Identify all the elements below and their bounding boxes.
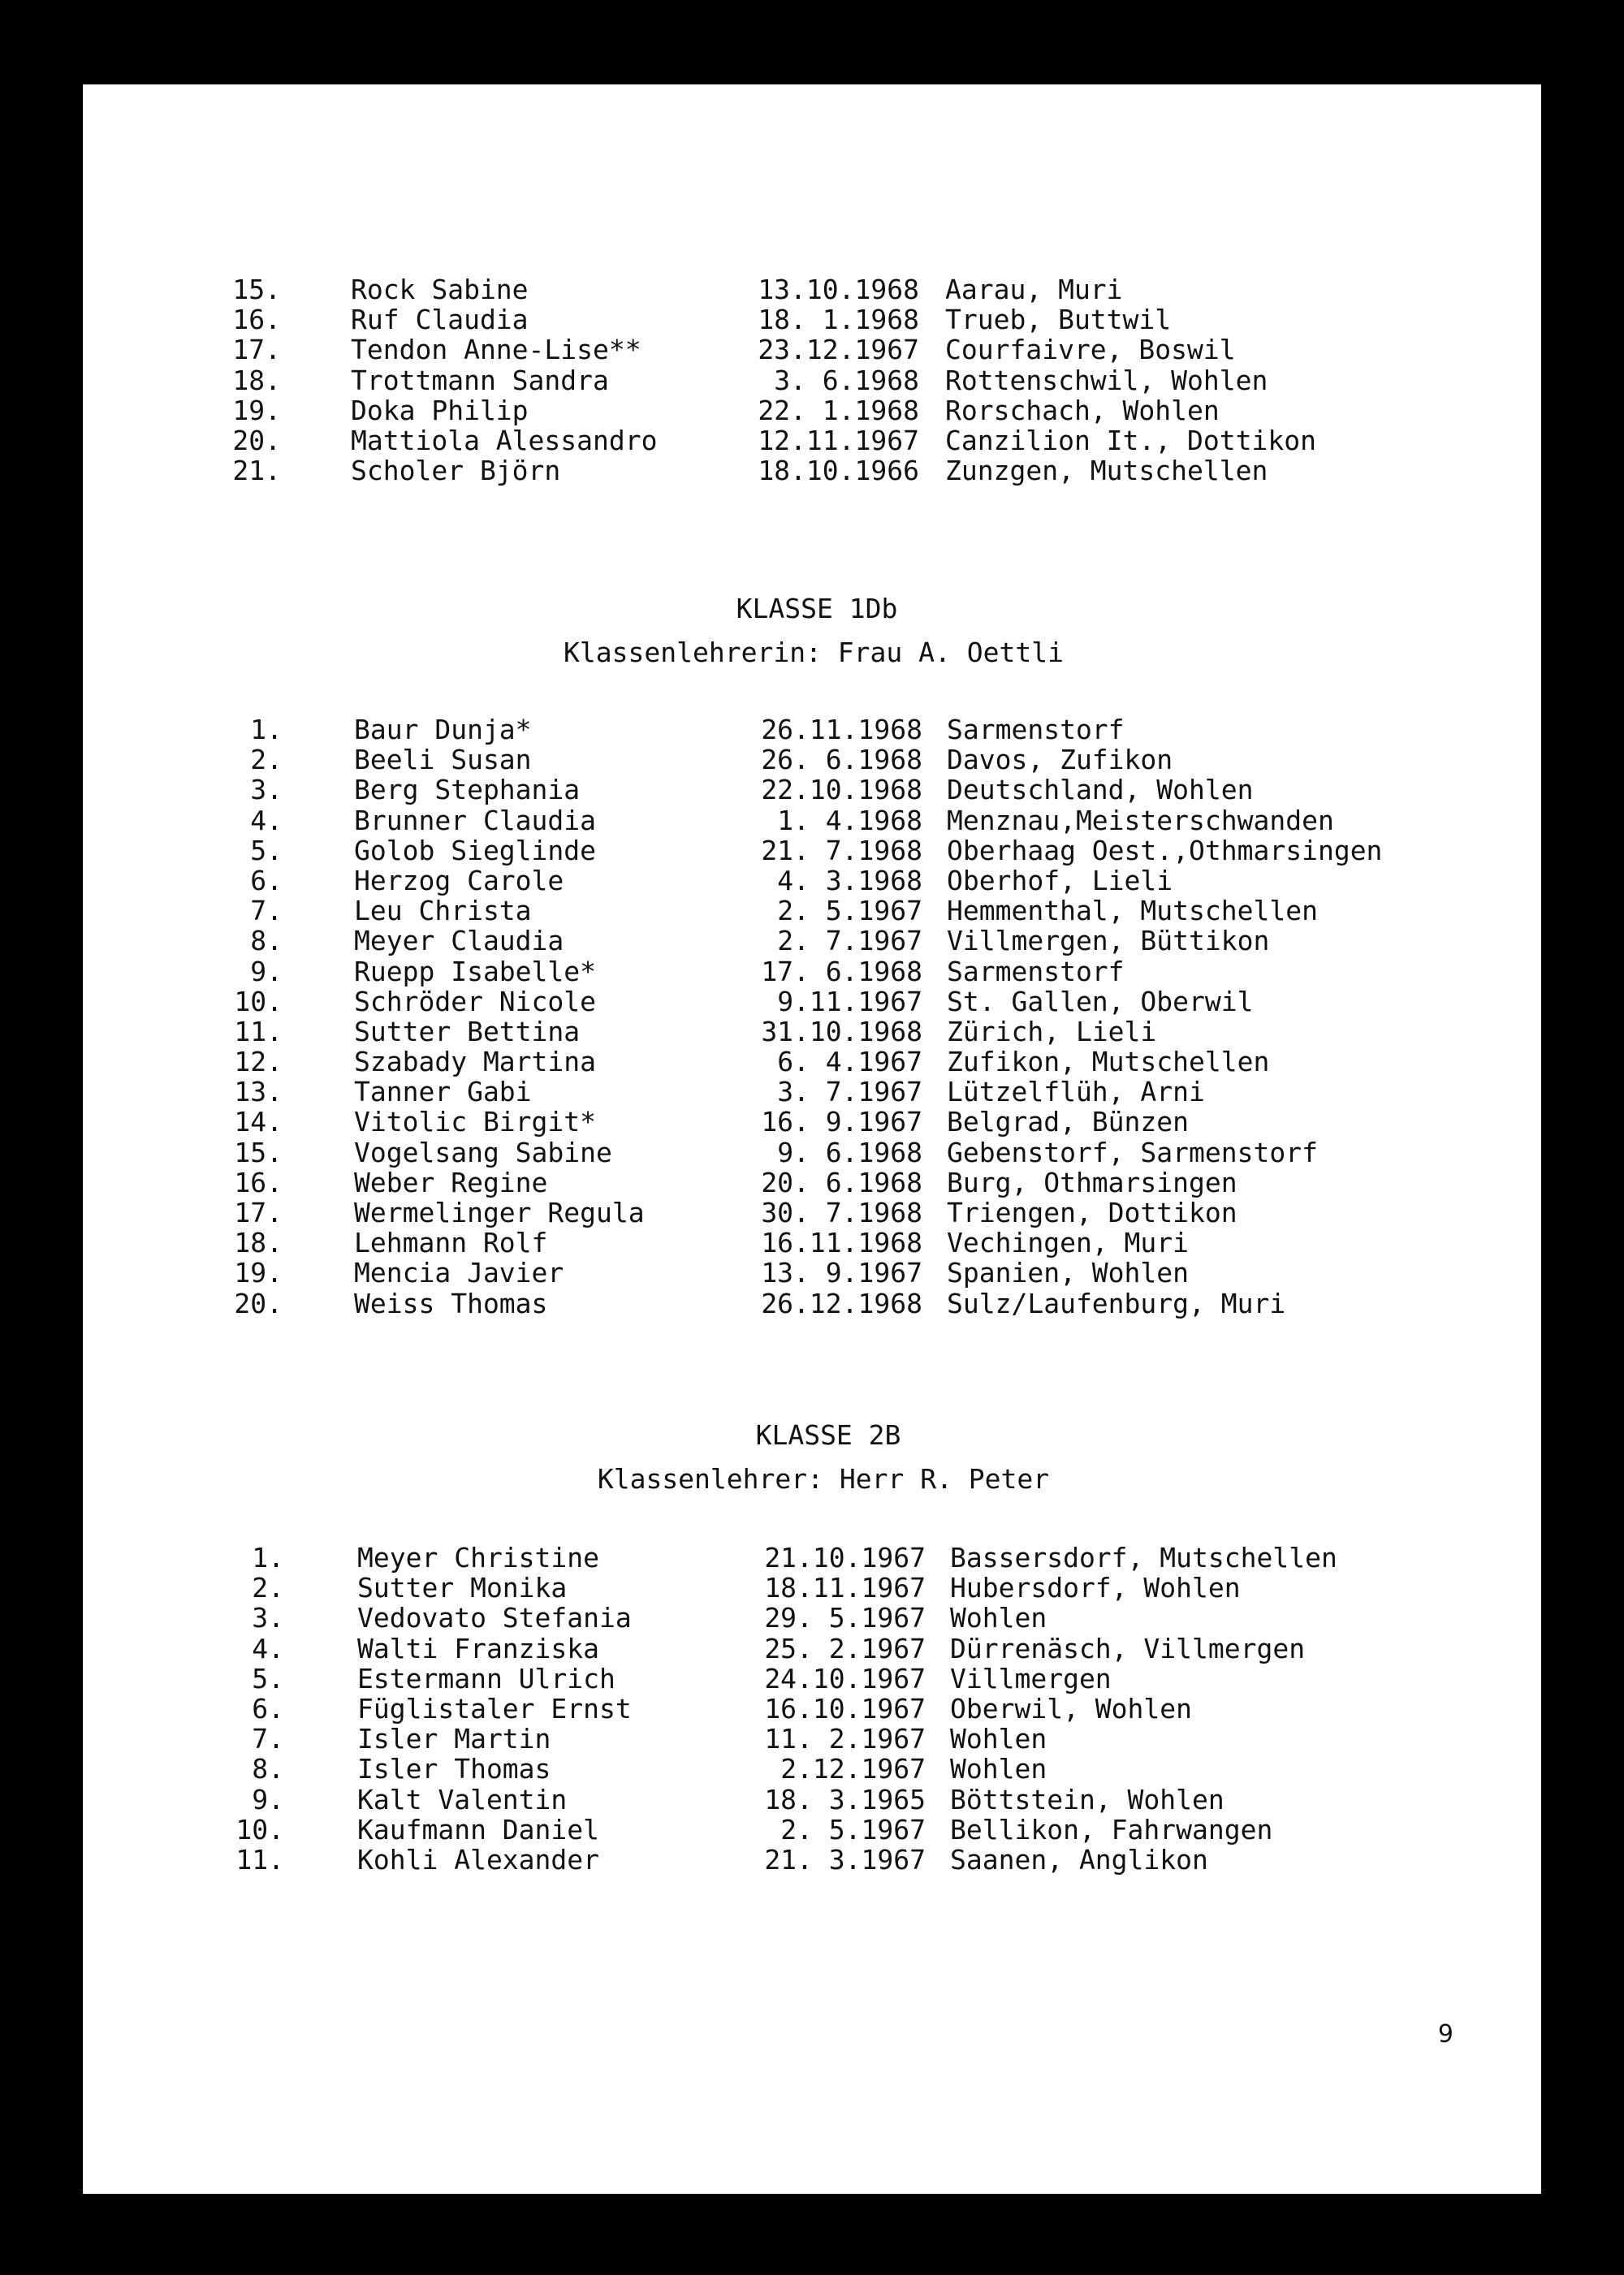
origin-residence: Vechingen, Muri: [947, 1227, 1190, 1259]
birth-date: 2. 7.1967: [777, 925, 922, 957]
birth-date: 9.11.1967: [777, 985, 922, 1017]
origin-residence: Rorschach, Wohlen: [945, 394, 1220, 426]
origin-residence: Sarmenstorf: [947, 955, 1125, 987]
origin-residence: Bellikon, Fahrwangen: [950, 1813, 1273, 1845]
birth-date: 22.10.1968: [761, 774, 922, 806]
origin-residence: Bassersdorf, Mutschellen: [950, 1542, 1337, 1574]
student-name: Weiss Thomas: [354, 1287, 548, 1319]
student-number: 1.: [252, 1542, 284, 1574]
origin-residence: Rottenschwil, Wohlen: [945, 364, 1268, 396]
student-row: [83, 835, 1541, 866]
origin-residence: Villmergen, Büttikon: [947, 925, 1270, 957]
student-row: [83, 1573, 1541, 1603]
student-row: [83, 1634, 1541, 1664]
student-row: [83, 1047, 1541, 1077]
birth-date: 31.10.1968: [761, 1015, 922, 1047]
student-number: 17.: [234, 1197, 283, 1228]
student-row: [83, 896, 1541, 926]
student-name: Estermann Ulrich: [357, 1662, 615, 1694]
birth-date: 22. 1.1968: [758, 394, 919, 426]
student-number: 8.: [250, 925, 283, 957]
student-row: [83, 1168, 1541, 1198]
birth-date: 18. 1.1968: [758, 304, 919, 336]
origin-residence: Spanien, Wohlen: [947, 1257, 1190, 1289]
birth-date: 21.10.1967: [764, 1542, 926, 1574]
student-number: 9.: [252, 1783, 284, 1815]
origin-residence: Villmergen: [950, 1662, 1112, 1694]
student-row: [83, 395, 1541, 425]
student-row: [83, 1603, 1541, 1633]
origin-residence: Triengen, Dottikon: [947, 1197, 1237, 1228]
student-number: 13.: [234, 1076, 283, 1108]
origin-residence: Wohlen: [950, 1753, 1047, 1785]
student-number: 19.: [234, 1257, 283, 1289]
birth-date: 16. 9.1967: [761, 1106, 922, 1138]
student-number: 9.: [250, 955, 283, 987]
student-number: 10.: [234, 985, 283, 1017]
document-page: [83, 84, 1541, 2194]
student-number: 16.: [232, 304, 281, 336]
class-2b-teacher: Klassenlehrer: Herr R. Peter: [597, 1463, 1050, 1495]
origin-residence: Sulz/Laufenburg, Muri: [947, 1287, 1286, 1319]
student-name: Sutter Bettina: [354, 1015, 581, 1047]
student-row: [83, 1694, 1541, 1724]
student-number: 12.: [234, 1046, 283, 1078]
student-number: 2.: [252, 1572, 284, 1604]
student-name: Tendon Anne-Lise**: [351, 334, 641, 366]
student-name: Wermelinger Regula: [354, 1197, 645, 1228]
birth-date: 20. 6.1968: [761, 1166, 922, 1198]
student-number: 18.: [234, 1227, 283, 1259]
student-number: 21.: [232, 455, 281, 487]
birth-date: 26.11.1968: [761, 714, 922, 745]
student-number: 15.: [234, 1136, 283, 1168]
origin-residence: Courfaivre, Boswil: [945, 334, 1236, 366]
student-name: Meyer Christine: [357, 1542, 600, 1574]
origin-residence: Hemmenthal, Mutschellen: [947, 895, 1318, 927]
student-row: [83, 1107, 1541, 1137]
student-name: Ruf Claudia: [351, 304, 529, 336]
student-name: Isler Martin: [357, 1723, 551, 1755]
origin-residence: Burg, Othmarsingen: [947, 1166, 1237, 1198]
student-number: 11.: [234, 1015, 283, 1047]
student-number: 20.: [232, 424, 281, 456]
student-row: [83, 1289, 1541, 1319]
student-row: [83, 926, 1541, 956]
student-row: [83, 1815, 1541, 1845]
student-row: [83, 805, 1541, 835]
student-name: Vitolic Birgit*: [354, 1106, 597, 1138]
birth-date: 11. 2.1967: [764, 1723, 926, 1755]
student-row: [83, 775, 1541, 805]
student-name: Füglistaler Ernst: [357, 1692, 632, 1725]
student-number: 19.: [232, 394, 281, 426]
student-name: Scholer Björn: [351, 455, 561, 487]
origin-residence: Hubersdorf, Wohlen: [950, 1572, 1241, 1604]
student-row: [83, 425, 1541, 455]
student-name: Weber Regine: [354, 1166, 548, 1198]
student-name: Kohli Alexander: [357, 1843, 600, 1876]
student-number: 4.: [250, 804, 283, 836]
student-row: [83, 304, 1541, 335]
origin-residence: Canzilion It., Dottikon: [945, 424, 1316, 456]
student-number: 20.: [234, 1287, 283, 1319]
student-row: [83, 866, 1541, 896]
student-name: Mencia Javier: [354, 1257, 564, 1289]
birth-date: 26.12.1968: [761, 1287, 922, 1319]
student-row: [83, 714, 1541, 745]
origin-residence: Oberhof, Lieli: [947, 864, 1173, 896]
birth-date: 17. 6.1968: [761, 955, 922, 987]
student-name: Beeli Susan: [354, 744, 532, 776]
origin-residence: Belgrad, Bünzen: [947, 1106, 1190, 1138]
birth-date: 18. 3.1965: [764, 1783, 926, 1815]
student-name: Berg Stephania: [354, 774, 581, 806]
birth-date: 18.11.1967: [764, 1572, 926, 1604]
student-row: [83, 1664, 1541, 1694]
student-row: [83, 1724, 1541, 1754]
student-number: 11.: [235, 1843, 284, 1876]
birth-date: 6. 4.1967: [777, 1046, 922, 1078]
student-name: Herzog Carole: [354, 864, 564, 896]
origin-residence: Wohlen: [950, 1723, 1047, 1755]
birth-date: 23.12.1967: [758, 334, 919, 366]
origin-residence: Dürrenäsch, Villmergen: [950, 1632, 1306, 1664]
class-1d-continued-list: [83, 274, 1541, 486]
class-2b-student-list: [83, 1543, 1541, 1875]
student-row: [83, 1017, 1541, 1047]
student-row: [83, 1785, 1541, 1815]
birth-date: 16.10.1967: [764, 1692, 926, 1725]
origin-residence: Saanen, Anglikon: [950, 1843, 1208, 1876]
student-row: [83, 274, 1541, 304]
birth-date: 4. 3.1968: [777, 864, 922, 896]
birth-date: 29. 5.1967: [764, 1602, 926, 1634]
origin-residence: St. Gallen, Oberwil: [947, 985, 1254, 1017]
birth-date: 21. 3.1967: [764, 1843, 926, 1876]
student-name: Brunner Claudia: [354, 804, 597, 836]
origin-residence: Gebenstorf, Sarmenstorf: [947, 1136, 1318, 1168]
origin-residence: Lützelflüh, Arni: [947, 1076, 1205, 1108]
origin-residence: Oberhaag Oest.,Othmarsingen: [947, 834, 1383, 866]
student-number: 8.: [252, 1753, 284, 1785]
student-name: Leu Christa: [354, 895, 532, 927]
student-row: [83, 745, 1541, 775]
origin-residence: Zürich, Lieli: [947, 1015, 1157, 1047]
student-name: Kalt Valentin: [357, 1783, 568, 1815]
class-1db-student-list: [83, 714, 1541, 1319]
student-name: Vedovato Stefania: [357, 1602, 632, 1634]
student-name: Schröder Nicole: [354, 985, 597, 1017]
birth-date: 26. 6.1968: [761, 744, 922, 776]
student-row: [83, 1077, 1541, 1107]
birth-date: 25. 2.1967: [764, 1632, 926, 1664]
birth-date: 18.10.1966: [758, 455, 919, 487]
student-number: 5.: [250, 834, 283, 866]
origin-residence: Davos, Zufikon: [947, 744, 1173, 776]
student-number: 14.: [234, 1106, 283, 1138]
birth-date: 2. 5.1967: [777, 895, 922, 927]
student-row: [83, 455, 1541, 486]
student-number: 17.: [232, 334, 281, 366]
student-name: Lehmann Rolf: [354, 1227, 548, 1259]
class-1db-teacher: Klassenlehrerin: Frau A. Oettli: [564, 637, 1064, 668]
birth-date: 3. 7.1967: [777, 1076, 922, 1108]
student-row: [83, 1198, 1541, 1228]
student-name: Tanner Gabi: [354, 1076, 532, 1108]
student-row: [83, 1228, 1541, 1258]
page-number: 9: [1437, 2020, 1453, 2048]
origin-residence: Trueb, Buttwil: [945, 304, 1172, 336]
student-row: [83, 1845, 1541, 1875]
student-name: Isler Thomas: [357, 1753, 551, 1785]
birth-date: 2.12.1967: [780, 1753, 926, 1785]
origin-residence: Aarau, Muri: [945, 274, 1123, 305]
student-number: 15.: [232, 274, 281, 305]
student-number: 1.: [250, 714, 283, 745]
student-number: 16.: [234, 1166, 283, 1198]
birth-date: 13. 9.1967: [761, 1257, 922, 1289]
birth-date: 1. 4.1968: [777, 804, 922, 836]
student-row: [83, 365, 1541, 395]
birth-date: 13.10.1968: [758, 274, 919, 305]
student-row: [83, 986, 1541, 1017]
birth-date: 21. 7.1968: [761, 834, 922, 866]
origin-residence: Sarmenstorf: [947, 714, 1125, 745]
class-2b-title: KLASSE 2B: [755, 1419, 901, 1451]
student-number: 5.: [252, 1662, 284, 1694]
student-name: Vogelsang Sabine: [354, 1136, 612, 1168]
student-name: Golob Sieglinde: [354, 834, 597, 866]
student-number: 7.: [250, 895, 283, 927]
origin-residence: Oberwil, Wohlen: [950, 1692, 1193, 1725]
student-row: [83, 1754, 1541, 1784]
student-number: 6.: [250, 864, 283, 896]
student-name: Sutter Monika: [357, 1572, 568, 1604]
student-row: [83, 1138, 1541, 1168]
origin-residence: Deutschland, Wohlen: [947, 774, 1254, 806]
birth-date: 16.11.1968: [761, 1227, 922, 1259]
birth-date: 24.10.1967: [764, 1662, 926, 1694]
student-name: Walti Franziska: [357, 1632, 600, 1664]
student-number: 7.: [252, 1723, 284, 1755]
student-number: 2.: [250, 744, 283, 776]
student-name: Mattiola Alessandro: [351, 424, 658, 456]
student-row: [83, 335, 1541, 365]
origin-residence: Zufikon, Mutschellen: [947, 1046, 1270, 1078]
student-name: Kaufmann Daniel: [357, 1813, 600, 1845]
birth-date: 12.11.1967: [758, 424, 919, 456]
student-row: [83, 1543, 1541, 1573]
origin-residence: Böttstein, Wohlen: [950, 1783, 1224, 1815]
student-name: Trottmann Sandra: [351, 364, 609, 396]
student-number: 3.: [252, 1602, 284, 1634]
student-number: 3.: [250, 774, 283, 806]
origin-residence: Wohlen: [950, 1602, 1047, 1634]
birth-date: 3. 6.1968: [774, 364, 919, 396]
birth-date: 2. 5.1967: [780, 1813, 926, 1845]
student-name: Szabady Martina: [354, 1046, 597, 1078]
student-number: 6.: [252, 1692, 284, 1725]
birth-date: 30. 7.1968: [761, 1197, 922, 1228]
student-row: [83, 1258, 1541, 1288]
class-1db-title: KLASSE 1Db: [736, 593, 898, 624]
origin-residence: Zunzgen, Mutschellen: [945, 455, 1268, 487]
student-name: Meyer Claudia: [354, 925, 564, 957]
student-name: Baur Dunja*: [354, 714, 532, 745]
student-number: 10.: [235, 1813, 284, 1845]
student-number: 18.: [232, 364, 281, 396]
student-name: Ruepp Isabelle*: [354, 955, 597, 987]
student-name: Rock Sabine: [351, 274, 529, 305]
student-row: [83, 956, 1541, 986]
birth-date: 9. 6.1968: [777, 1136, 922, 1168]
origin-residence: Menznau,Meisterschwanden: [947, 804, 1334, 836]
student-name: Doka Philip: [351, 394, 529, 426]
student-number: 4.: [252, 1632, 284, 1664]
